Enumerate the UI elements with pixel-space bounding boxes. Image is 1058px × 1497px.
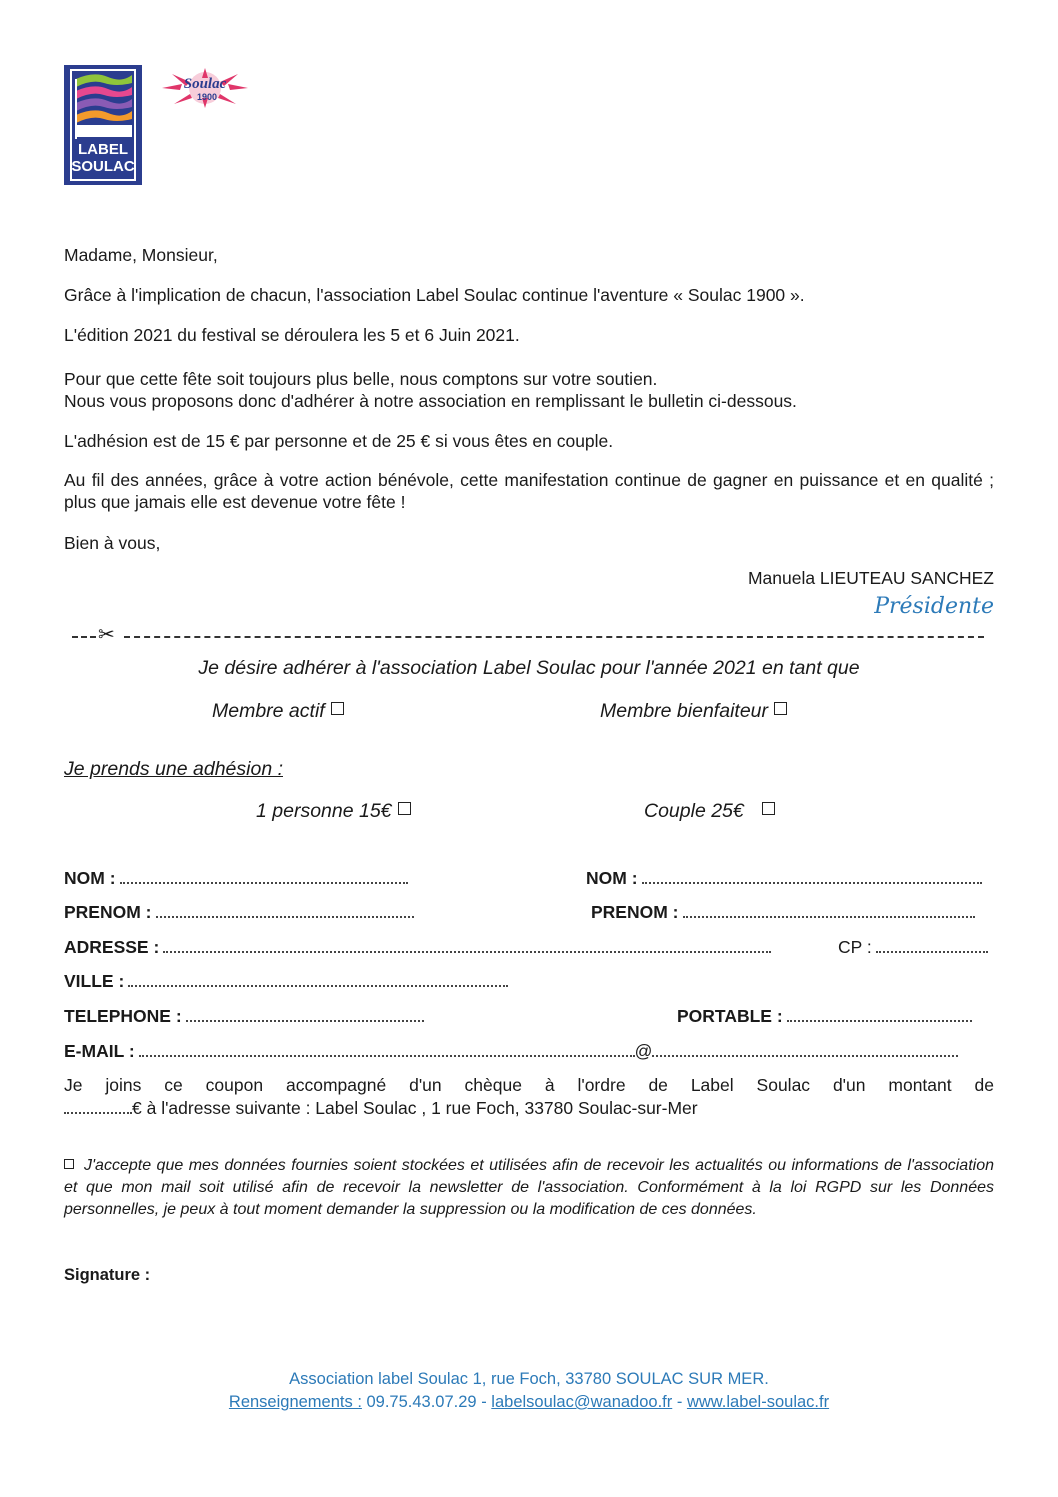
ville-label: VILLE : [64, 971, 125, 991]
footer-separator-1: - [481, 1393, 487, 1411]
footer-phone: 09.75.43.07.29 [366, 1393, 477, 1411]
form-intro: Je désire adhérer à l'association Label Soulac pour l'année 2021 en tant que [198, 657, 860, 679]
cut-line [72, 624, 984, 646]
member-benefactor-checkbox[interactable] [774, 702, 787, 715]
cut-line-left [72, 636, 96, 638]
portable-field[interactable] [677, 1006, 972, 1027]
member-benefactor-option[interactable] [600, 700, 787, 723]
svg-text:1900: 1900 [196, 92, 218, 102]
prenom-field-2[interactable] [591, 902, 975, 923]
paragraph-1: Grâce à l'implication de chacun, l'association Label Soulac continue l'aventure « Soulac 1900 ». [64, 285, 805, 305]
telephone-line[interactable] [186, 1008, 424, 1022]
prenom-line-1[interactable] [156, 904, 414, 918]
portable-label: PORTABLE : [677, 1006, 783, 1026]
email-field[interactable] [64, 1041, 958, 1062]
signatory-name: Manuela LIEUTEAU SANCHEZ [747, 568, 994, 588]
option-single-label: 1 personne 15€ [256, 800, 392, 822]
email-line-local[interactable] [139, 1043, 635, 1057]
payment-line-2-text: € à l'adresse suivante : Label Soulac , 1 rue Foch, 33780 Soulac-sur-Mer [132, 1098, 698, 1118]
telephone-field[interactable] [64, 1006, 424, 1027]
footer-email-link[interactable]: labelsoulac@wanadoo.fr [491, 1393, 673, 1411]
member-active-checkbox[interactable] [331, 702, 344, 715]
paragraph-3b: Nous vous proposons donc d'adhérer à notre association en remplissant le bulletin ci-dessous. [64, 391, 797, 411]
payment-line-2 [64, 1098, 698, 1119]
option-couple-checkbox[interactable] [762, 802, 775, 815]
nom-field-1[interactable] [64, 868, 408, 889]
member-active-option[interactable] [212, 700, 344, 723]
cp-field[interactable] [838, 937, 988, 958]
adhesion-heading: Je prends une adhésion : [64, 758, 283, 780]
email-at: @ [634, 1041, 653, 1061]
prenom-label-1: PRENOM : [64, 902, 152, 922]
telephone-label: TELEPHONE : [64, 1006, 182, 1026]
soulac-1900-logo [152, 66, 258, 110]
ville-line[interactable] [128, 973, 508, 987]
prenom-field-1[interactable] [64, 902, 414, 923]
option-single-checkbox[interactable] [398, 802, 411, 815]
adresse-field[interactable] [64, 937, 771, 958]
footer-address: Association label Soulac 1, rue Foch, 33780 SOULAC SUR MER. [289, 1370, 769, 1388]
svg-text:Soulac: Soulac [183, 76, 227, 92]
footer-website-link[interactable]: www.label-soulac.fr [686, 1393, 830, 1411]
email-label: E-MAIL : [64, 1041, 135, 1061]
paragraph-5: Au fil des années, grâce à votre action bénévole, cette manifestation continue de gagner en puissance et en qualité ; plus que jamais elle est devenue votre fête ! [64, 470, 994, 512]
ville-field[interactable] [64, 971, 508, 992]
cp-line[interactable] [876, 939, 988, 953]
nom-field-2[interactable] [586, 868, 982, 889]
paragraph-2: L'édition 2021 du festival se déroulera les 5 et 6 Juin 2021. [64, 325, 520, 345]
consent-text-block [64, 1155, 994, 1221]
option-couple-label: Couple 25€ [644, 800, 744, 822]
adresse-label: ADRESSE : [64, 937, 160, 957]
nom-line-2[interactable] [642, 870, 982, 884]
consent-text: J'accepte que mes données fournies soient stockées et utilisées afin de recevoir les actualités ou informations de l'association et que mon mail soit utilisé afin de recevoir la newsletter de l'association. Conformément à la loi RGPD sur les Données personnelles, je peux à tout moment demander la suppression ou la modification de ces données. [64, 1157, 994, 1218]
option-single[interactable] [256, 800, 411, 823]
paragraph-3a: Pour que cette fête soit toujours plus belle, nous comptons sur votre soutien. [64, 369, 658, 389]
greeting: Madame, Monsieur, [64, 245, 218, 265]
signature-label: Signature : [64, 1266, 151, 1284]
portable-line[interactable] [787, 1008, 972, 1022]
adresse-line[interactable] [163, 939, 771, 953]
cut-line-right [124, 636, 984, 638]
nom-label-1: NOM : [64, 868, 116, 888]
label-soulac-logo [64, 65, 142, 185]
option-couple[interactable] [644, 800, 775, 823]
amount-line[interactable] [64, 1100, 132, 1114]
footer-info-label: Renseignements : [228, 1393, 362, 1411]
footer-contact [0, 1393, 1058, 1412]
prenom-line-2[interactable] [683, 904, 975, 918]
prenom-label-2: PRENOM : [591, 902, 679, 922]
closing: Bien à vous, [64, 533, 161, 553]
paragraph-4: L'adhésion est de 15 € par personne et de 25 € si vous êtes en couple. [64, 431, 614, 451]
cp-label: CP : [838, 937, 872, 957]
nom-label-2: NOM : [586, 868, 638, 888]
email-line-domain[interactable] [652, 1043, 958, 1057]
label-soulac-logo-text: LABEL SOULAC [71, 141, 135, 175]
footer-separator-2: - [676, 1393, 683, 1411]
payment-line-1: Je joins ce coupon accompagné d'un chèque à l'ordre de Label Soulac d'un montant de [64, 1075, 994, 1095]
member-benefactor-label: Membre bienfaiteur [600, 700, 768, 722]
nom-line-1[interactable] [120, 870, 408, 884]
member-active-label: Membre actif [212, 700, 325, 722]
consent-checkbox[interactable] [64, 1159, 74, 1169]
signatory-role: Présidente [874, 594, 994, 619]
scissors-icon: ✂ [98, 624, 115, 646]
